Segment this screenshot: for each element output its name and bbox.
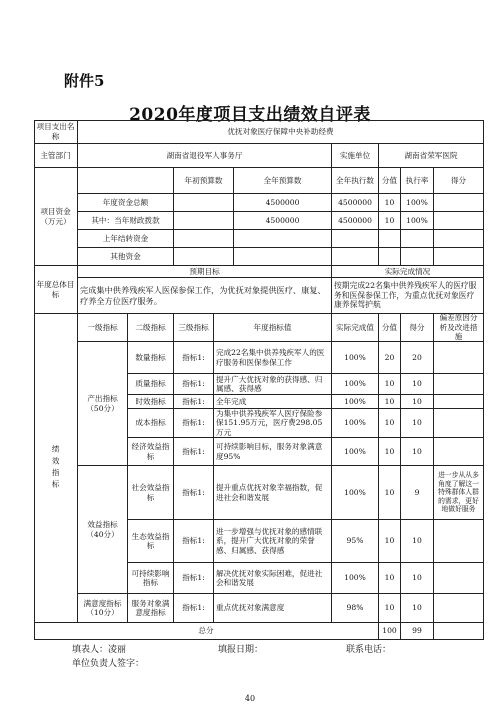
fund-row-got xyxy=(434,248,484,266)
perf-row-level3: 指标1: xyxy=(174,395,214,409)
perf-row-note xyxy=(434,563,484,594)
satisfaction-indicators-group: 满意度指标（10分） xyxy=(78,594,128,623)
leader-signature-label: 单位负责人签字： xyxy=(72,659,145,669)
perf-header-actual: 实际完成值 xyxy=(332,314,379,342)
perf-row-got: 10 xyxy=(401,409,434,438)
fund-header-score: 分值 xyxy=(379,168,401,194)
perf-row-level3: 指标1: xyxy=(174,520,214,563)
perf-row-got: 10 xyxy=(401,520,434,563)
fund-header-got: 得分 xyxy=(434,168,484,194)
fund-header-blank xyxy=(78,168,174,194)
fund-row-got xyxy=(434,194,484,212)
fund-row-score xyxy=(379,230,401,248)
perf-row-level3: 指标1: xyxy=(174,563,214,594)
perf-row-target: 为集中供养残疾军人医疗保险参保151.95万元，医疗费298.05万元 xyxy=(214,409,332,438)
total-score: 100 xyxy=(379,623,401,640)
perf-row-target: 提升广大优抚对象的获得感、归属感、获得感 xyxy=(214,374,332,395)
perf-row-target: 解决优抚对象实际困难，促进社会和谐发展 xyxy=(214,563,332,594)
fund-row-rate: 100% xyxy=(401,194,434,212)
perf-row-score: 10 xyxy=(379,395,401,409)
perf-row-score: 10 xyxy=(379,409,401,438)
fund-header-initial: 年初预算数 xyxy=(174,168,234,194)
perf-row-target: 可持续影响目标，服务对象满意度95% xyxy=(214,438,332,466)
perf-row-target: 重点优抚对象满意度 xyxy=(214,594,332,623)
fund-row-executed: 4500000 xyxy=(332,212,379,230)
perf-header-level2: 二级指标 xyxy=(128,314,174,342)
page-number: 40 xyxy=(244,694,256,703)
perf-row-target: 全年完成 xyxy=(214,395,332,409)
perf-row-score: 10 xyxy=(379,563,401,594)
perf-header-level3: 三级指标 xyxy=(174,314,214,342)
expected-goal-text: 完成集中供养残疾军人医保参保工作，为优抚对象提供医疗、康复、疗养全方位医疗服务。 xyxy=(78,278,332,314)
perf-row-actual: 100% xyxy=(332,466,379,520)
perf-row-got: 10 xyxy=(401,563,434,594)
fund-row-name: 年度资金总额 xyxy=(78,194,174,212)
perf-row-note: 进一步从从多角度了解这一特殊群体人群的需求，更好地做好服务 xyxy=(434,466,484,520)
performance-indicators-label: 绩效指标 xyxy=(34,314,78,623)
project-name-label: 项目支出名称 xyxy=(34,120,78,144)
perf-row-note xyxy=(434,438,484,466)
expected-goal-header: 预期目标 xyxy=(78,266,332,278)
actual-completion-text: 按期完成22名集中供养残疾军人的医疗服务和医保参保工作，为重点优抚对象医疗康养保驾护航 xyxy=(332,278,484,314)
perf-header-got: 得分 xyxy=(401,314,434,342)
perf-row-got: 10 xyxy=(401,438,434,466)
perf-row-level3: 指标1: xyxy=(174,409,214,438)
perf-row-level2: 质量指标 xyxy=(128,374,174,395)
perf-row-note xyxy=(434,342,484,374)
total-got: 99 xyxy=(401,623,434,640)
perf-row-level2: 生态效益指标 xyxy=(128,520,174,563)
impl-unit-value: 湖南省荣军医院 xyxy=(379,144,484,168)
perf-row-level2: 数量指标 xyxy=(128,342,174,374)
perf-row-actual: 95% xyxy=(332,520,379,563)
perf-row-actual: 98% xyxy=(332,594,379,623)
fund-row-name: 其他资金 xyxy=(78,248,174,266)
perf-row-score: 10 xyxy=(379,520,401,563)
total-note xyxy=(434,623,484,640)
perf-row-level3: 指标1: xyxy=(174,594,214,623)
perf-row-target: 完成22名集中供养残疾军人的医疗服务和医保参保工作 xyxy=(214,342,332,374)
perf-row-got: 10 xyxy=(401,395,434,409)
perf-row-level2: 社会效益指标 xyxy=(128,466,174,520)
perf-header-level1: 一级指标 xyxy=(78,314,128,342)
fund-row-annual: 4500000 xyxy=(234,194,332,212)
fund-row-rate xyxy=(401,230,434,248)
perf-row-level2: 成本指标 xyxy=(128,409,174,438)
fund-row-executed xyxy=(332,248,379,266)
dept-label: 主管部门 xyxy=(34,144,78,168)
perf-row-note xyxy=(434,395,484,409)
fund-row-initial xyxy=(174,248,234,266)
perf-header-deviation: 偏差原因分析及改进措施 xyxy=(434,314,484,342)
fund-row-executed: 4500000 xyxy=(332,194,379,212)
page-title: 2020年度项目支出绩效自评表 xyxy=(129,105,371,125)
perf-row-score: 10 xyxy=(379,594,401,623)
perf-row-score: 20 xyxy=(379,342,401,374)
perf-row-got: 10 xyxy=(401,374,434,395)
fund-row-score: 10 xyxy=(379,194,401,212)
project-name-value: 优抚对象医疗保障中央补助经费 xyxy=(78,120,484,144)
fund-row-got xyxy=(434,212,484,230)
total-label: 总分 xyxy=(34,623,379,640)
fund-row-initial xyxy=(174,230,234,248)
perf-row-note xyxy=(434,594,484,623)
fund-header-rate: 执行率 xyxy=(401,168,434,194)
perf-row-level3: 指标1: xyxy=(174,342,214,374)
perf-row-target: 进一步增强与优抚对象的感情联系，提升广大优抚对象的荣誉感、归属感、获得感 xyxy=(214,520,332,563)
perf-header-score: 分值 xyxy=(379,314,401,342)
perf-row-got: 10 xyxy=(401,594,434,623)
perf-row-note xyxy=(434,520,484,563)
fund-header-executed: 全年执行数 xyxy=(332,168,379,194)
perf-row-level3: 指标1: xyxy=(174,374,214,395)
fund-header-annual: 全年预算数 xyxy=(234,168,332,194)
perf-row-actual: 100% xyxy=(332,374,379,395)
fund-row-annual: 4500000 xyxy=(234,212,332,230)
filler-label: 填表人：凌丽 xyxy=(72,645,127,655)
fund-row-got xyxy=(434,230,484,248)
perf-row-level2: 服务对象满意度指标 xyxy=(128,594,174,623)
output-indicators-group: 产出指标 （50分） xyxy=(78,342,128,466)
fund-row-initial xyxy=(174,194,234,212)
perf-row-got: 20 xyxy=(401,342,434,374)
fund-row-annual xyxy=(234,248,332,266)
perf-row-got: 9 xyxy=(401,466,434,520)
benefit-indicators-group: 效益指标 （40分） xyxy=(78,466,128,594)
fund-row-score: 10 xyxy=(379,212,401,230)
perf-row-target: 提升重点优抚对象幸福指数，促进社会和谐发展 xyxy=(214,466,332,520)
perf-row-actual: 100% xyxy=(332,342,379,374)
perf-row-actual: 100% xyxy=(332,409,379,438)
actual-completion-header: 实际完成情况 xyxy=(332,266,484,278)
fund-row-annual xyxy=(234,230,332,248)
fund-label: 项目资金（万元） xyxy=(34,168,78,266)
self-evaluation-table xyxy=(34,120,484,640)
perf-row-score: 10 xyxy=(379,466,401,520)
perf-row-level2: 可持续影响指标 xyxy=(128,563,174,594)
annual-goal-label: 年度总体目标 xyxy=(34,266,78,314)
impl-unit-label: 实施单位 xyxy=(332,144,379,168)
perf-row-level3: 指标1: xyxy=(174,466,214,520)
perf-row-level2: 时效指标 xyxy=(128,395,174,409)
perf-row-note xyxy=(434,409,484,438)
fund-row-rate xyxy=(401,248,434,266)
perf-row-level2: 经济效益指标 xyxy=(128,438,174,466)
perf-row-score: 10 xyxy=(379,438,401,466)
fund-row-score xyxy=(379,248,401,266)
dept-value: 湖南省退役军人事务厅 xyxy=(78,144,332,168)
attachment-label: 附件5 xyxy=(64,72,105,90)
fund-row-rate: 100% xyxy=(401,212,434,230)
fund-row-initial xyxy=(174,212,234,230)
perf-row-actual: 100% xyxy=(332,438,379,466)
perf-row-note xyxy=(434,374,484,395)
perf-header-target: 年度指标值 xyxy=(214,314,332,342)
fund-row-name: 其中：当年财政拨款 xyxy=(78,212,174,230)
perf-row-actual: 100% xyxy=(332,563,379,594)
contact-phone-label: 联系电话： xyxy=(346,645,392,655)
perf-row-score: 10 xyxy=(379,374,401,395)
perf-row-level3: 指标1: xyxy=(174,438,214,466)
fund-row-executed xyxy=(332,230,379,248)
fund-row-name: 上年结转资金 xyxy=(78,230,174,248)
perf-row-actual: 100% xyxy=(332,395,379,409)
fill-date-label: 填报日期： xyxy=(218,645,264,655)
